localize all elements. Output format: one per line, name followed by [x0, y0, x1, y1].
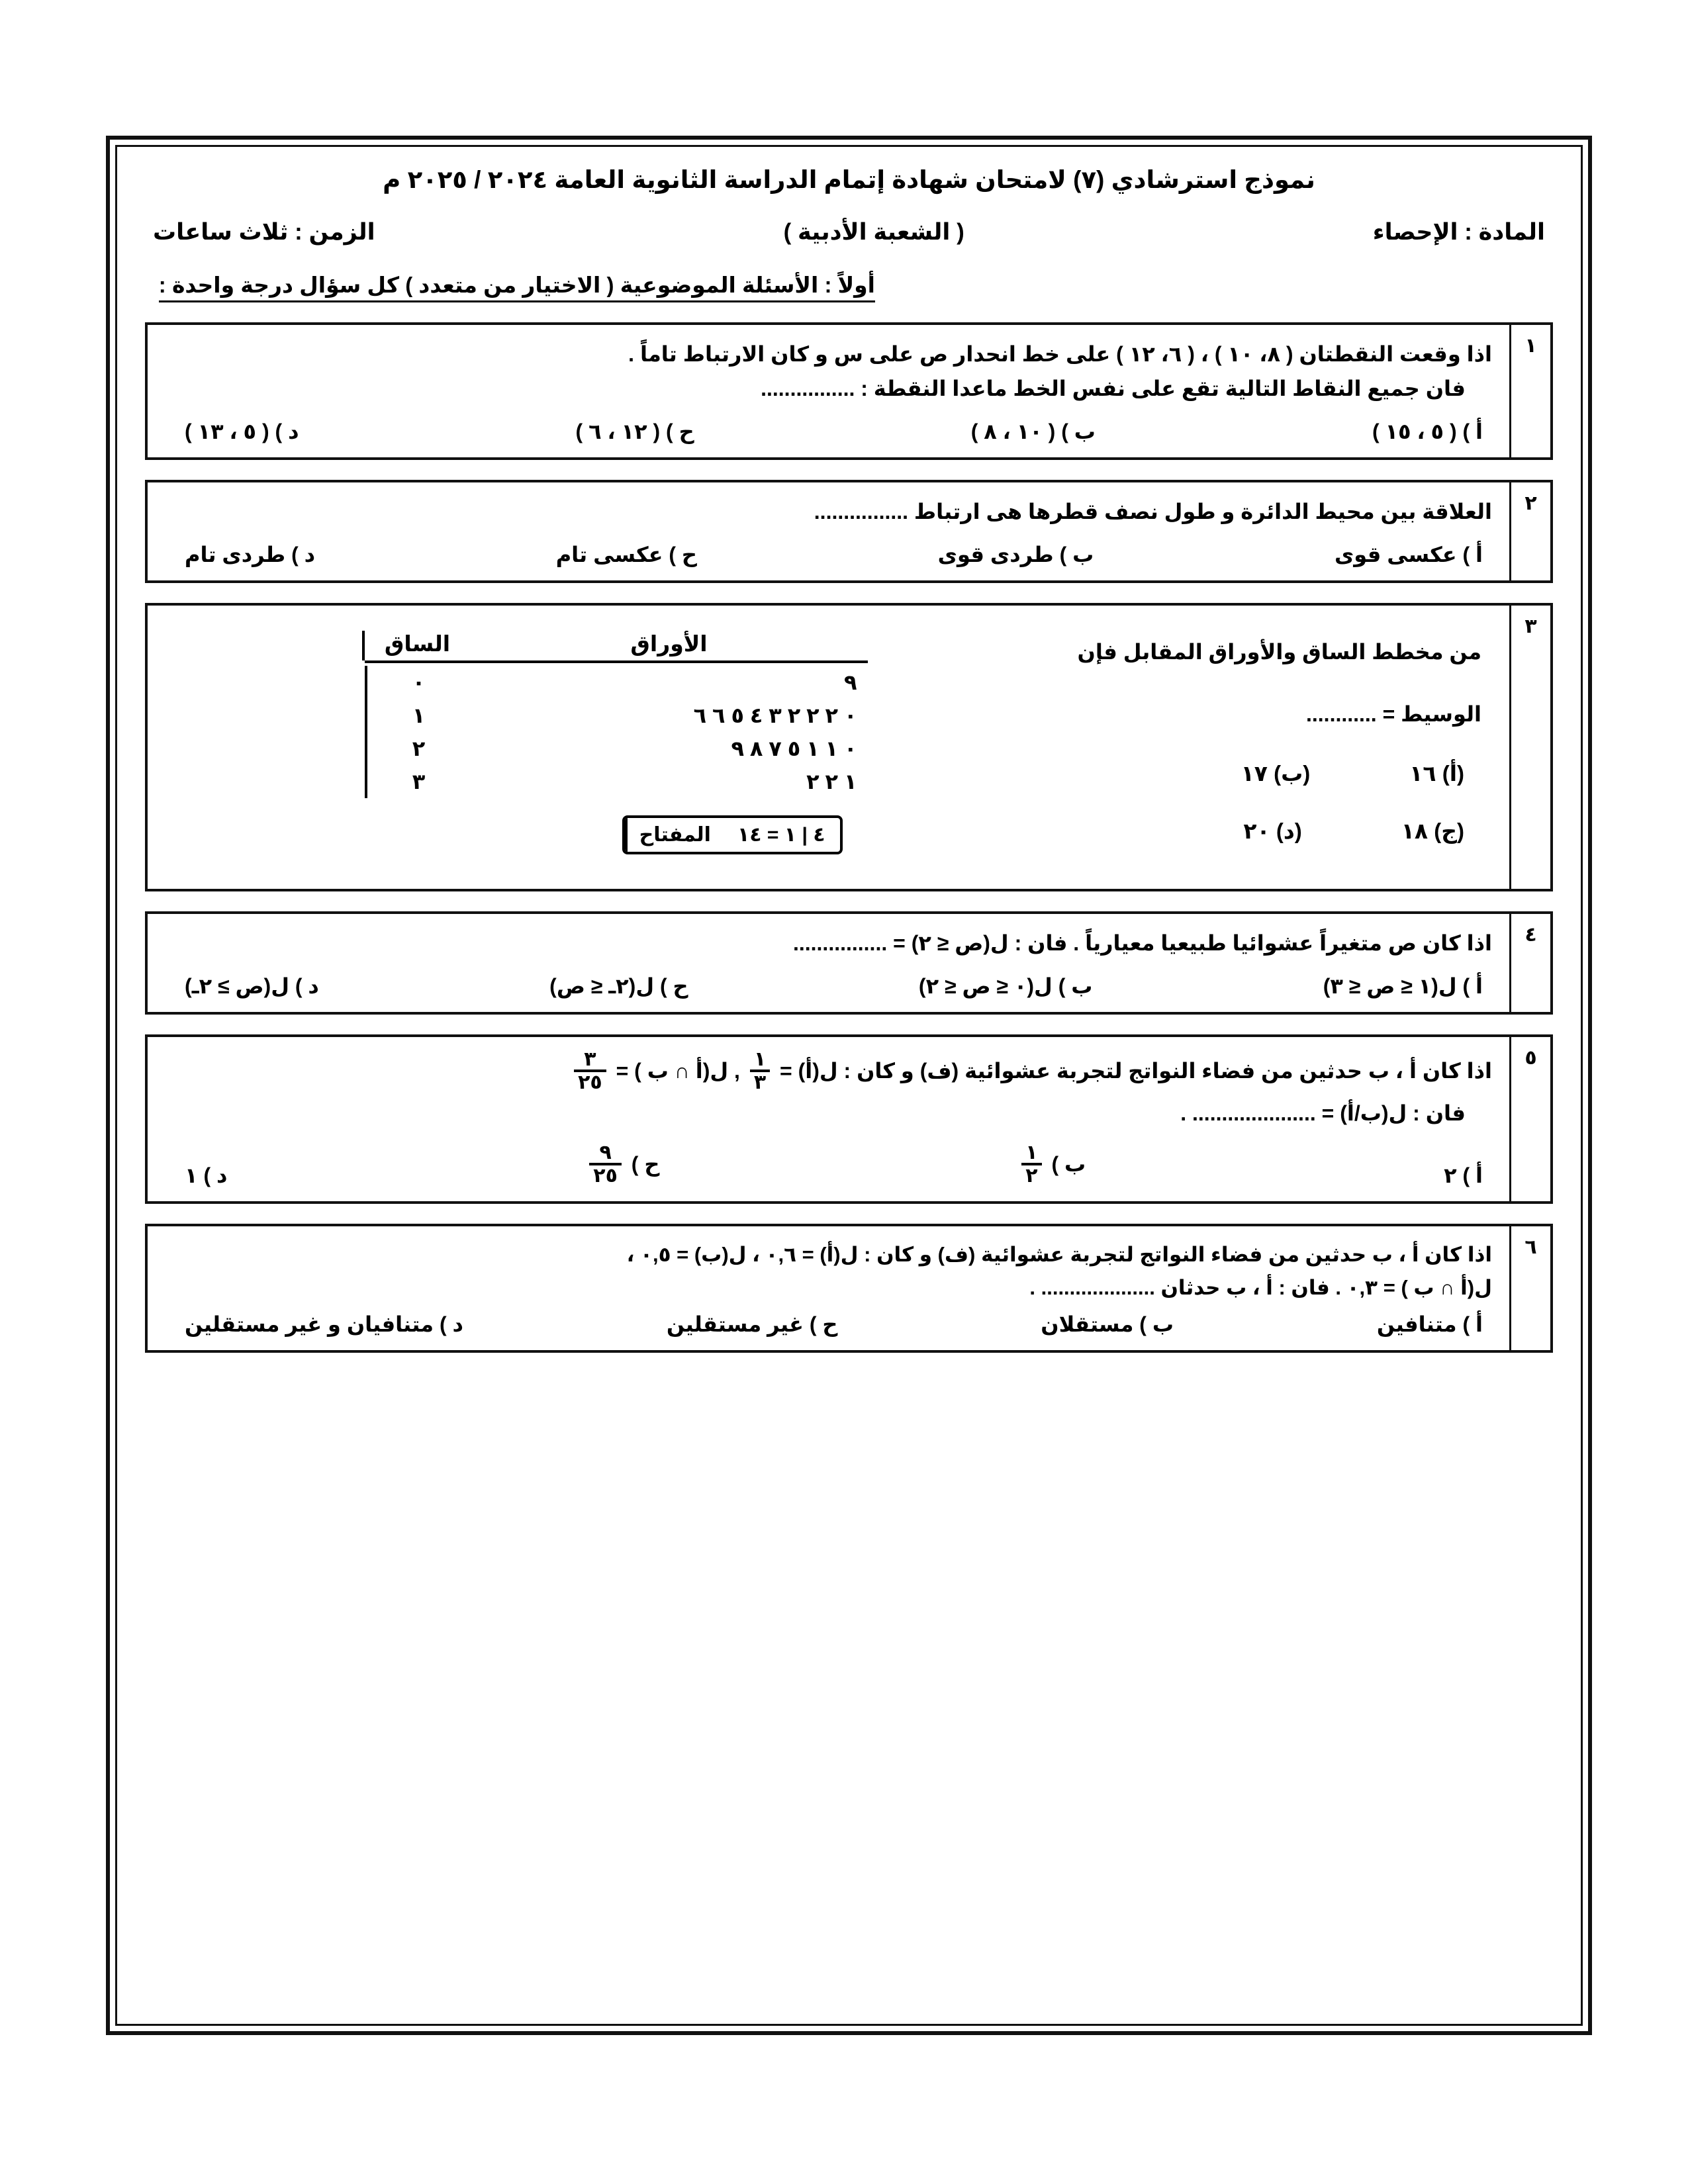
- option-c-fraction: [589, 1142, 622, 1187]
- option-a[interactable]: أ ) عكسى قوى: [1334, 542, 1483, 567]
- question-5: [145, 1034, 1553, 1204]
- fraction-denominator: ٢٥: [574, 1069, 606, 1093]
- stem-leaf-row: [362, 699, 868, 732]
- option-row: [165, 974, 1492, 999]
- question-text-line-2: فان : ل(ب/أ) = ..................... .: [1180, 1101, 1466, 1125]
- fraction-numerator: ٣: [584, 1048, 596, 1070]
- key-label: المفتاح: [625, 818, 723, 852]
- q5-text-part-b: , ل(أ ∩ ب ) =: [616, 1058, 740, 1083]
- question-number: ٣: [1509, 606, 1550, 889]
- option-row: [165, 542, 1492, 567]
- option-c[interactable]: [585, 1141, 660, 1188]
- option-c-label: ح ): [631, 1152, 660, 1176]
- question-number: ٢: [1509, 482, 1550, 580]
- option-b-fraction: [1021, 1142, 1041, 1187]
- fraction-denominator: ٣: [750, 1069, 770, 1093]
- question-text-line-1: العلاقة بين محيط الدائرة و طول نصف قطرها هى ارتباط ................: [814, 499, 1492, 523]
- option-a[interactable]: أ ) متنافين: [1376, 1312, 1483, 1336]
- stem-and-leaf-plot: [165, 616, 1045, 861]
- option-b[interactable]: ب ) مستقلان: [1041, 1312, 1174, 1336]
- option-d[interactable]: د ) متنافيان و غير مستقلين: [185, 1312, 463, 1336]
- leaf-header: الأوراق: [630, 631, 708, 656]
- question-body: [148, 1226, 1509, 1350]
- option-row: [165, 419, 1492, 444]
- fraction-numerator: ٩: [599, 1141, 612, 1163]
- probability-fraction-2: [574, 1049, 606, 1093]
- question-number: ٥: [1509, 1037, 1550, 1201]
- leaf-values: ١ ٢ ٢: [806, 769, 857, 794]
- stem-value: ٠: [365, 666, 471, 699]
- fraction-numerator: ١: [753, 1048, 767, 1070]
- leaf-values: ٠ ٢ ٢ ٢ ٣ ٤ ٥ ٦ ٦: [693, 703, 857, 727]
- key-value: ٤ | ١ = ١٤: [737, 823, 825, 846]
- option-b[interactable]: (ب) ١٧: [1241, 760, 1311, 786]
- stem-leaf-key: [622, 815, 843, 854]
- stem-leaf-divider: [365, 660, 868, 663]
- question-4: [145, 911, 1553, 1015]
- question-2: [145, 480, 1553, 583]
- leaf-values: ٩: [843, 670, 857, 694]
- option-d[interactable]: د ) ل(ص ≥ ٢ـ): [185, 974, 319, 998]
- option-a[interactable]: أ ) ٢: [1444, 1163, 1483, 1187]
- stem-value: ١: [365, 699, 471, 732]
- option-d[interactable]: د ) ( ٥ ، ١٣ ): [185, 419, 299, 443]
- option-b[interactable]: ب ) ل(٠ ≤ ص ≤ ٢): [918, 974, 1093, 998]
- stem-leaf-row: [362, 765, 868, 798]
- fraction-numerator: ١: [1025, 1141, 1038, 1163]
- option-a[interactable]: (أ) ١٦: [1409, 760, 1464, 786]
- question-body: [148, 1037, 1509, 1201]
- leaf-values: ٠ ١ ١ ٥ ٧ ٨ ٩: [731, 736, 857, 760]
- fraction-denominator: ٢: [1021, 1163, 1041, 1187]
- time-label: الزمن : ثلاث ساعات: [153, 218, 375, 245]
- question-number: ٤: [1509, 914, 1550, 1012]
- question-text-line-1: من مخطط الساق والأوراق المقابل فإن: [1077, 639, 1481, 664]
- option-b[interactable]: [1017, 1141, 1086, 1188]
- stem-leaf-row: [362, 732, 868, 765]
- q5-text-part-a: اذا كان أ ، ب حدثين من فضاء النواتج لتجربة عشوائية (ف) و كان : ل(أ) =: [780, 1058, 1492, 1083]
- option-b[interactable]: ب ) طردى قوى: [937, 542, 1094, 567]
- fraction-denominator: ٢٥: [589, 1163, 622, 1187]
- exam-meta-row: [153, 219, 1545, 246]
- question-number: ١: [1509, 325, 1550, 457]
- question-3: [145, 603, 1553, 891]
- question-number: ٦: [1509, 1226, 1550, 1350]
- question-body: [148, 482, 1509, 580]
- probability-fraction-1: [750, 1049, 770, 1093]
- stem-value: ٢: [365, 732, 471, 765]
- question-text-line-2: الوسيط = ............: [1306, 702, 1481, 726]
- question-text-line-2: فان جميع النقاط التالية تقع على نفس الخط ماعدا النقطة : ................: [761, 376, 1466, 400]
- page-content: [122, 149, 1575, 1353]
- option-c[interactable]: ح ) غير مستقلين: [666, 1312, 838, 1336]
- question-body: [148, 606, 1509, 889]
- section-heading-text: أولاً : الأسئلة الموضوعية ( الاختيار من متعدد ) كل سؤال درجة واحدة :: [159, 272, 875, 302]
- question-text-line-1: اذا كان ص متغيراً عشوائيا طبيعيا معيارياً . فان : ل(ص ≤ ٢) = ................: [792, 931, 1492, 955]
- question-1: [145, 322, 1553, 460]
- option-b-label: ب ): [1051, 1152, 1086, 1176]
- stem-leaf-row: [362, 666, 868, 699]
- section-heading: [141, 272, 1557, 302]
- option-a[interactable]: أ ) ( ٥ ، ١٥ ): [1372, 419, 1483, 443]
- question-6: [145, 1224, 1553, 1353]
- question-body: [148, 914, 1509, 1012]
- question-text-line-1: اذا وقعت النقطتان ( ٨، ١٠ ) ، ( ٦، ١٢ ) على خط انحدار ص على س و كان الارتباط تاماً .: [628, 341, 1492, 366]
- option-c[interactable]: ح ) ل(٢ـ ≤ ص): [549, 974, 688, 998]
- option-row: [165, 1312, 1492, 1337]
- page-title: نموذج استرشادي (٧) لامتحان شهادة إتمام الدراسة الثانوية العامة ٢٠٢٤ / ٢٠٢٥ م: [383, 166, 1315, 193]
- option-a[interactable]: أ ) ل(١ ≤ ص ≤ ٣): [1323, 974, 1483, 998]
- stem-header: الساق: [362, 631, 471, 660]
- branch-label: ( الشعبة الأدبية ): [783, 218, 964, 245]
- option-c[interactable]: ح ) ( ١٢ ، ٦ ): [575, 419, 694, 443]
- question-text-line-2: ل(أ ∩ ب ) = ٠,٣ . فان : أ ، ب حدثان .................... .: [1029, 1276, 1492, 1300]
- question-3-text-column: [1045, 616, 1492, 876]
- option-row: [165, 1141, 1492, 1188]
- subject-label: المادة : الإحصاء: [1372, 218, 1545, 245]
- option-grid: [1045, 760, 1481, 844]
- option-d[interactable]: د ) ١: [185, 1163, 228, 1187]
- question-text-line-1: [165, 1050, 1492, 1095]
- option-c[interactable]: (ج) ١٨: [1401, 818, 1464, 843]
- stem-leaf-header-row: [362, 631, 868, 660]
- option-d[interactable]: د ) طردى تام: [185, 542, 316, 567]
- option-d[interactable]: (د) ٢٠: [1243, 818, 1302, 843]
- stem-value: ٣: [365, 765, 471, 798]
- question-text-line-1: اذا كان أ ، ب حدثين من فضاء النواتج لتجربة عشوائية (ف) و كان : ل(أ) = ٠,٦ ، ل(ب) = ٠,٥ ،: [626, 1242, 1492, 1266]
- option-c[interactable]: ح ) عكسى تام: [555, 542, 697, 567]
- question-body: [148, 325, 1509, 457]
- option-b[interactable]: ب ) ( ١٠ ، ٨ ): [970, 419, 1096, 443]
